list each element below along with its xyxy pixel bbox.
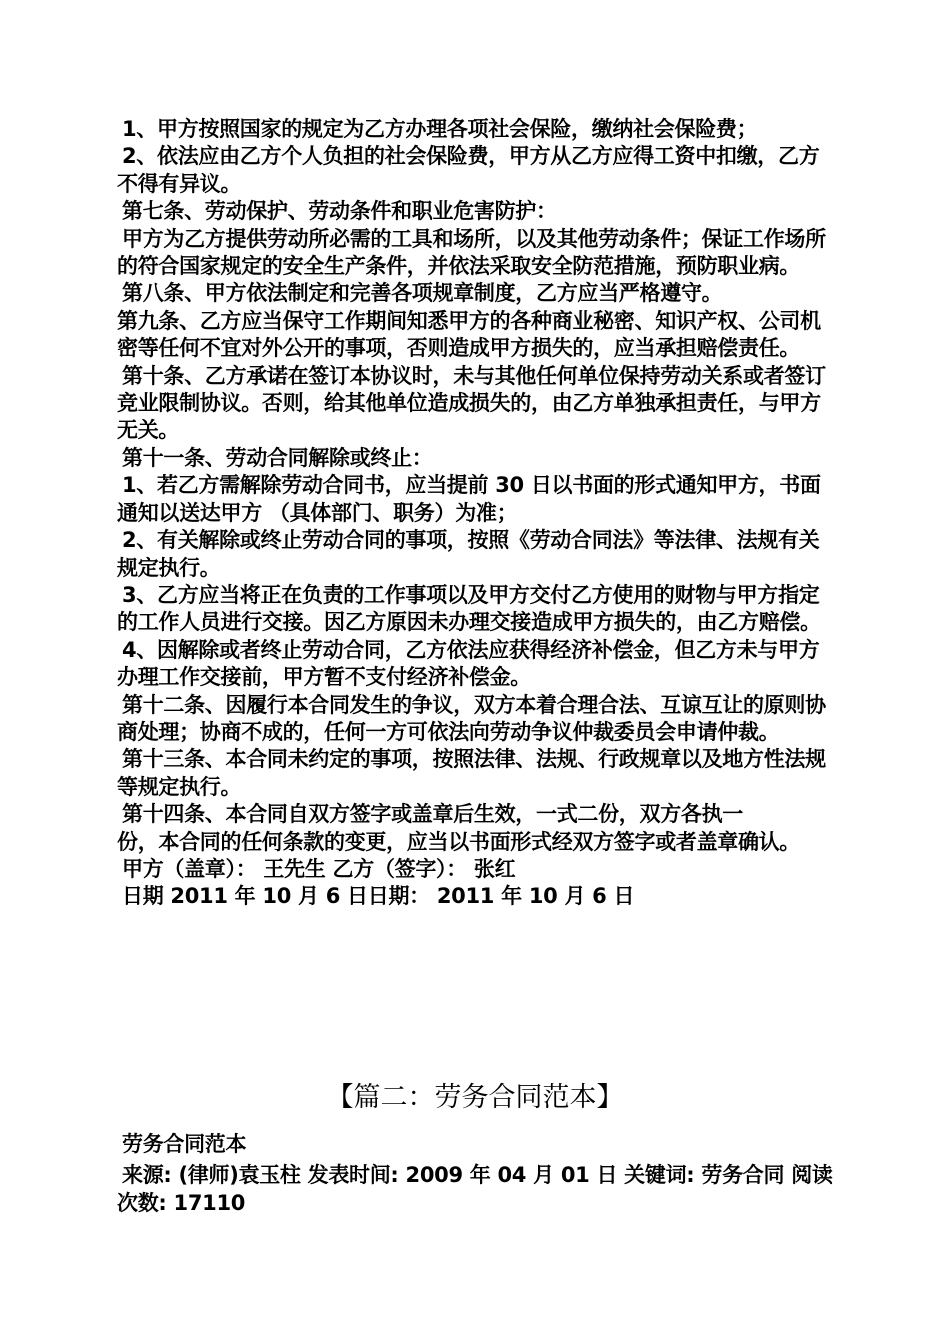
article-title: 劳务合同范本	[122, 1132, 247, 1156]
article-block	[117, 1131, 837, 1217]
date-line: 日期 2011 年 10 月 6 日日期： 2011 年 10 月 6 日	[122, 884, 635, 909]
article-14-line-2: 份，本合同的任何条款的变更，应当以书面形式经双方签字或者盖章确认。	[117, 829, 801, 854]
clause-social-insurance-2: 2、依法应由乙方个人负担的社会保险费，甲方从乙方应得工资中扣缴，乙方不得有异议。	[117, 144, 820, 196]
article-14-line-1: 第十四条、本合同自双方签字或盖章后生效，一式二份，双方各执一	[122, 802, 743, 827]
article-11-heading: 第十一条、劳动合同解除或终止：	[122, 445, 433, 470]
article-11-item-3: 3、乙方应当将正在负责的工作事项以及甲方交付乙方使用的财物与甲方指定的工作人员进行交接。因乙方原因未办理交接造成甲方损失的，由乙方赔偿。	[117, 582, 821, 635]
article-11-item-1: 1、若乙方需解除劳动合同书，应当提前 30 日以书面的形式通知甲方，书面通知以送达甲方 （具体部门、职务）为准；	[117, 473, 821, 525]
signature-line: 甲方（盖章）： 王先生 乙方（签字）： 张红	[122, 856, 516, 881]
article-12: 第十二条、因履行本合同发生的争议，双方本着合理合法、互谅互让的原则协商处理；协商不成的，任何一方可依法向劳动争议仲裁委员会申请仲裁。	[117, 692, 826, 744]
article-11-item-4: 4、因解除或者终止劳动合同，乙方依法应获得经济补偿金，但乙方未与甲方办理工作交接前，甲方暂不支付经济补偿金。	[117, 637, 820, 690]
clause-social-insurance-1: 1、甲方按照国家的规定为乙方办理各项社会保险，缴纳社会保险费；	[122, 117, 758, 141]
article-10: 第十条、乙方承诺在签订本协议时，未与其他任何单位保持劳动关系或者签订竞业限制协议。否则，给其他单位造成损失的，由乙方单独承担责任，与甲方无关。	[117, 363, 826, 443]
article-11-item-2: 2、有关解除或终止劳动合同的事项，按照《劳动合同法》等法律、法规有关规定执行。	[117, 528, 820, 580]
section-heading: 【篇二：劳务合同范本】	[326, 1082, 624, 1113]
article-7-body: 甲方为乙方提供劳动所必需的工具和场所，以及其他劳动条件；保证工作场所的符合国家规定的安全生产条件，并依法采取安全防范措施，预防职业病。	[117, 226, 826, 279]
article-13: 第十三条、本合同未约定的事项，按照法律、法规、行政规章以及地方性法规等规定执行。	[117, 747, 826, 799]
contract-body	[117, 116, 837, 911]
article-7-heading: 第七条、劳动保护、劳动条件和职业危害防护：	[122, 199, 557, 224]
article-8: 第八条、甲方依法制定和完善各项规章制度，乙方应当严格遵守。	[122, 281, 723, 306]
article-9: 第九条、乙方应当保守工作期间知悉甲方的各种商业秘密、知识产权、公司机密等任何不宜对外公开的事项，否则造成甲方损失的，应当承担赔偿责任。	[117, 308, 821, 361]
article-meta: 来源: (律师)袁玉柱 发表时间: 2009 年 04 月 01 日 关键词: 劳务合同 阅读次数: 17110	[117, 1163, 833, 1215]
